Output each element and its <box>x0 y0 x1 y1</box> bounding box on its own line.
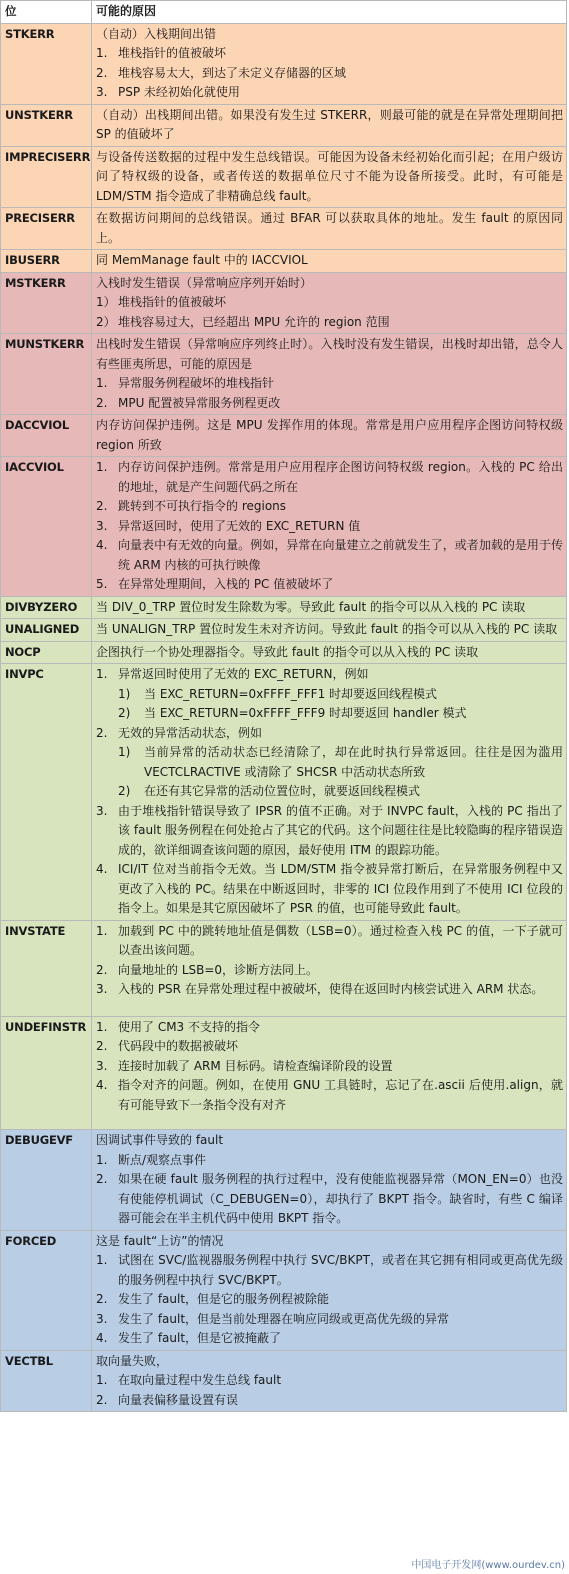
reason-list <box>96 922 563 1000</box>
sub-list <box>96 685 563 724</box>
list-item-text: 入栈的 PSR 在异常处理过程中被破坏，使得在返回时内核尝试进入 ARM 状态。 <box>118 982 544 996</box>
reason-text: （自动）出栈期间出错。如果没有发生过 STKERR，则最可能的就是在异常处理期间把 SP 的值破坏了 <box>96 107 563 141</box>
list-item-number: 1. <box>96 667 108 681</box>
fault-bit-name: UNSTKERR <box>1 104 92 146</box>
fault-bit-name: PRECISERR <box>1 208 92 250</box>
fault-reason-cell <box>92 1230 567 1350</box>
fault-bit-name: STKERR <box>1 23 92 104</box>
list-item-number: 5. <box>96 577 108 591</box>
list-item <box>96 44 563 64</box>
list-item-text: MPU 配置被异常服务例程更改 <box>118 395 281 410</box>
list-item-number: 1. <box>96 1253 108 1267</box>
table-row <box>1 415 567 457</box>
list-item <box>96 1057 563 1077</box>
list-item <box>96 497 563 517</box>
fault-reason-cell <box>92 596 567 619</box>
fault-bit-name: DIVBYZERO <box>1 596 92 619</box>
fault-reason-cell <box>92 250 567 273</box>
list-item <box>96 536 563 575</box>
list-item <box>96 1018 563 1038</box>
list-item <box>96 64 563 84</box>
reason-list <box>96 1018 563 1116</box>
list-item-number: 4. <box>96 538 108 552</box>
reason-text: 同 MemManage fault 中的 IACCVIOL <box>96 253 308 267</box>
table-row <box>1 457 567 597</box>
fault-bit-name: VECTBL <box>1 1350 92 1412</box>
reason-list <box>96 374 563 413</box>
list-item-text: 跳转到不可执行指令的 regions <box>118 499 287 513</box>
reason-text: 内存访问保护违例。这是 MPU 发挥作用的体现。常常是用户应用程序企图访问特权级 region 所致 <box>96 418 563 452</box>
table-row <box>1 250 567 273</box>
sub-list-item-number: 2) <box>118 784 131 798</box>
fault-reason-cell <box>92 1130 567 1231</box>
list-item-text: 代码段中的数据被破坏 <box>118 1039 239 1053</box>
list-item <box>96 1310 563 1330</box>
list-item-number: 2. <box>96 1292 108 1306</box>
list-item-text: 试图在 SVC/监视器服务例程中执行 SVC/BKPT，或者在其它拥有相同或更高优先级的服务例程中执行 SVC/BKPT。 <box>118 1253 563 1287</box>
list-item-text: 内存访问保护违例。常常是用户应用程序企图访问特权级 region。入栈的 PC 给出的地址，就是产生问题代码之所在 <box>118 460 563 494</box>
table-row <box>1 920 567 1016</box>
fault-reason-cell <box>92 272 567 334</box>
list-item-text: 连接时加载了 ARM 目标码。请检查编译阶段的设置 <box>118 1058 393 1073</box>
sub-list-item <box>118 685 563 705</box>
table-header-row <box>1 1 567 24</box>
sub-list-item-text: 当前异常的活动状态已经清除了，却在此时执行异常返回。往往是因为滥用 VECTCLRACTIVE 或清除了 SHCSR 中活动状态所致 <box>144 745 563 779</box>
list-item <box>96 1329 563 1349</box>
list-item-number: 2. <box>96 395 108 410</box>
list-item <box>96 1151 563 1171</box>
sub-list-item-text: 当 EXC_RETURN=0xFFFF_FFF9 时却要返回 handler 模式 <box>144 706 467 720</box>
table-row <box>1 104 567 146</box>
list-item-text: PSP 未经初始化就使用 <box>118 85 240 99</box>
list-item-number: 4. <box>96 862 108 876</box>
fault-bit-name: IACCVIOL <box>1 457 92 597</box>
list-item <box>96 860 563 919</box>
list-item-text: 如果在硬 fault 服务例程的执行过程中，没有使能监视器异常（MON_EN=0）也没有使能停机调试（C_DEBUGEN=0），却执行了 BKPT 指令。缺省时，有些 C 编译器可能会在半主机代码中使用 BKPT 指令。 <box>118 1172 563 1225</box>
list-item-number: 3. <box>96 518 108 533</box>
fault-bit-name: FORCED <box>1 1230 92 1350</box>
list-item-text: 由于堆栈指针错误导致了 IPSR 的值不正确。对于 INVPC fault，入栈的 PC 指出了该 fault 服务例程在何处抢占了其它的代码。这个问题往往是比较隐晦的程序错误造成的，欲详细调查该问题的原因，最好使用 ITM 的跟踪功能。 <box>118 803 563 857</box>
fault-reason-cell <box>92 415 567 457</box>
list-item-number: 1. <box>96 46 108 60</box>
reason-list <box>96 293 563 332</box>
fault-reason-cell <box>92 664 567 921</box>
list-item-text: 在取向量过程中发生总线 fault <box>118 1373 282 1387</box>
list-item-number: 3. <box>96 803 108 818</box>
reason-list <box>96 458 563 595</box>
list-item <box>96 1290 563 1310</box>
table-row <box>1 334 567 415</box>
list-item <box>96 1076 563 1115</box>
header-bit: 位 <box>1 1 92 24</box>
list-item <box>96 458 563 497</box>
list-item-text: 向量地址的 LSB=0，诊断方法同上。 <box>118 962 319 977</box>
list-item-text: 无效的异常活动状态，例如 <box>118 725 263 740</box>
list-item-number: 3. <box>96 982 108 996</box>
list-item-number: 2. <box>96 1392 108 1407</box>
reason-text: 入栈时发生错误（异常响应序列开始时） <box>96 275 313 290</box>
sub-list <box>96 743 563 802</box>
list-item <box>96 1251 563 1290</box>
fault-reason-cell <box>92 334 567 415</box>
list-item <box>96 724 563 744</box>
list-item <box>96 575 563 595</box>
list-item <box>96 1170 563 1229</box>
fault-bit-name: DACCVIOL <box>1 415 92 457</box>
table-row <box>1 641 567 664</box>
list-item-number: 2. <box>96 1039 108 1053</box>
reason-list <box>96 665 563 919</box>
sub-list-item-text: 当 EXC_RETURN=0xFFFF_FFF1 时却要返回线程模式 <box>144 686 438 701</box>
list-item-number: 1. <box>96 1152 108 1167</box>
reason-text: 当 DIV_0_TRP 置位时发生除数为零。导致此 fault 的指令可以从入栈的 PC 读取 <box>96 599 526 614</box>
list-item <box>96 980 563 1000</box>
list-item-number: 2. <box>96 725 108 740</box>
list-item-text: 堆栈容易过大，已经超出 MPU 允许的 region 范围 <box>118 314 390 329</box>
list-item-text: 发生了 fault，但是它的服务例程被除能 <box>118 1292 330 1306</box>
list-item <box>96 922 563 961</box>
list-item-text: 堆栈指针的值被破坏 <box>118 46 227 60</box>
list-item-number: 2. <box>96 1172 108 1186</box>
list-item <box>96 802 563 861</box>
fault-reason-cell <box>92 920 567 1016</box>
fault-bit-name: INVSTATE <box>1 920 92 1016</box>
table-row <box>1 146 567 208</box>
fault-reason-cell <box>92 619 567 642</box>
reason-text: 因调试事件导致的 fault <box>96 1133 224 1147</box>
list-item-text: ICI/IT 位对当前指令无效。当 LDM/STM 指令被异常打断后，在异常服务例程中又更改了入栈的 PC。结果在中断返回时，非零的 ICI 位段作用到了不使用 ICI 位段的指令上。如果是其它原因破坏了 PSR 的值，也可能导致此 fault。 <box>118 862 563 915</box>
table-row <box>1 1230 567 1350</box>
sub-list-item-number: 1) <box>118 686 131 701</box>
list-item-number: 1. <box>96 1019 108 1034</box>
fault-bit-name: DEBUGEVF <box>1 1130 92 1231</box>
list-item-number: 2. <box>96 499 108 513</box>
sub-list-item <box>118 704 563 724</box>
fault-reason-cell <box>92 208 567 250</box>
table-row <box>1 619 567 642</box>
list-item-number: 1. <box>96 460 108 474</box>
list-item-text: 向量表中有无效的向量。例如，异常在向量建立之前就发生了，或者加载的是用于传统 ARM 内核的可执行映像 <box>118 538 563 572</box>
fault-bit-name: MUNSTKERR <box>1 334 92 415</box>
fault-reason-cell <box>92 457 567 597</box>
list-item-number: 3. <box>96 1311 108 1326</box>
reason-text: 当 UNALIGN_TRP 置位时发生未对齐访问。导致此 fault 的指令可以从入栈的 PC 读取 <box>96 622 558 636</box>
table-row <box>1 23 567 104</box>
reason-list <box>96 1371 563 1410</box>
list-item-text: 向量表偏移量设置有误 <box>118 1392 239 1407</box>
table-row <box>1 272 567 334</box>
list-item-text: 指令对齐的问题。例如，在使用 GNU 工具链时，忘记了在.ascii 后使用.align，就有可能导致下一条指令没有对齐 <box>118 1078 563 1112</box>
list-item <box>96 1371 563 1391</box>
table-row <box>1 596 567 619</box>
fault-bit-name: UNALIGNED <box>1 619 92 642</box>
fault-bit-name: MSTKERR <box>1 272 92 334</box>
fault-reason-cell <box>92 23 567 104</box>
table-row <box>1 1016 567 1130</box>
fault-reason-cell <box>92 641 567 664</box>
header-reason: 可能的原因 <box>92 1 567 24</box>
reason-text: 出栈时发生错误（异常响应序列终止时）。入栈时没有发生错误，出栈时却出错，总令人有些匪夷所思，可能的原因是 <box>96 337 563 371</box>
reason-text: 这是 fault“上访”的情况 <box>96 1233 224 1248</box>
list-item <box>96 1037 563 1057</box>
list-item <box>96 293 563 313</box>
reason-text: 与设备传送数据的过程中发生总线错误。可能因为设备未经初始化而引起；在用户级访问了特权级的设备，或者传送的数据单位尺寸不能为设备所接受。此时，有可能是 LDM/STM 指令造成了非精确总线 fault。 <box>96 149 563 203</box>
list-item-number: 1. <box>96 923 108 938</box>
list-item-number: 3. <box>96 85 108 99</box>
table-row <box>1 1350 567 1412</box>
list-item-number: 4. <box>96 1078 108 1092</box>
list-item-text: 发生了 fault，但是当前处理器在响应同级或更高优先级的异常 <box>118 1311 450 1326</box>
list-item-text: 发生了 fault，但是它被掩蔽了 <box>118 1331 282 1345</box>
fault-reason-cell <box>92 1350 567 1412</box>
fault-bit-name: IBUSERR <box>1 250 92 273</box>
list-item-text: 异常返回时，使用了无效的 EXC_RETURN 值 <box>118 518 361 533</box>
list-item-number: 2. <box>96 65 108 80</box>
reason-list <box>96 1251 563 1349</box>
list-item-text: 堆栈指针的值被破坏 <box>118 295 227 309</box>
fault-bit-name: INVPC <box>1 664 92 921</box>
list-item-number: 1） <box>96 295 116 309</box>
reason-text: 取向量失败， <box>96 1353 169 1368</box>
list-item-number: 2. <box>96 962 108 977</box>
sub-list-item <box>118 743 563 782</box>
reason-text: 在数据访问期间的总线错误。通过 BFAR 可以获取具体的地址。发生 fault 的原因同上。 <box>96 211 563 245</box>
sub-list-item-number: 2) <box>118 706 131 720</box>
list-item-text: 加载到 PC 中的跳转地址值是偶数（LSB=0）。通过检查入栈 PC 的值，一下子就可以查出该问题。 <box>118 923 563 957</box>
fault-reason-cell <box>92 1016 567 1130</box>
fault-bit-name: IMPRECISERR <box>1 146 92 208</box>
fault-reason-cell <box>92 146 567 208</box>
sub-list-item-number: 1) <box>118 745 131 759</box>
reason-text: （自动）入栈期间出错 <box>96 26 217 41</box>
reason-list <box>96 44 563 103</box>
list-item-number: 1. <box>96 1373 108 1387</box>
reason-list <box>96 1151 563 1229</box>
list-item-text: 断点/观察点事件 <box>118 1152 207 1167</box>
list-item-text: 在异常处理期间，入栈的 PC 值被破坏了 <box>118 577 334 591</box>
list-item-number: 4. <box>96 1331 108 1345</box>
list-item-text: 异常服务例程破坏的堆栈指针 <box>118 376 275 390</box>
list-item-text: 堆栈容易太大，到达了未定义存储器的区域 <box>118 65 347 80</box>
list-item-number: 2） <box>96 314 116 329</box>
fault-reason-cell <box>92 104 567 146</box>
sub-list-item <box>118 782 563 802</box>
list-item <box>96 1391 563 1411</box>
reason-text: 企图执行一个协处理器指令。导致此 fault 的指令可以从入栈的 PC 读取 <box>96 644 479 659</box>
list-item-number: 1. <box>96 376 108 390</box>
list-item <box>96 313 563 333</box>
list-item-text: 异常返回时使用了无效的 EXC_RETURN，例如 <box>118 667 369 681</box>
fault-bit-name: UNDEFINSTR <box>1 1016 92 1130</box>
sub-list-item-text: 在还有其它异常的活动位置位时，就要返回线程模式 <box>144 784 421 798</box>
list-item <box>96 517 563 537</box>
list-item <box>96 83 563 103</box>
list-item-text: 使用了 CM3 不支持的指令 <box>118 1019 260 1034</box>
table-row <box>1 1130 567 1231</box>
table-row <box>1 208 567 250</box>
list-item <box>96 374 563 394</box>
list-item <box>96 665 563 685</box>
fault-bit-name: NOCP <box>1 641 92 664</box>
watermark: 中国电子开发网(www.ourdev.cn) <box>411 1560 565 1571</box>
list-item-number: 3. <box>96 1058 108 1073</box>
list-item <box>96 394 563 414</box>
list-item <box>96 961 563 981</box>
table-row <box>1 664 567 921</box>
